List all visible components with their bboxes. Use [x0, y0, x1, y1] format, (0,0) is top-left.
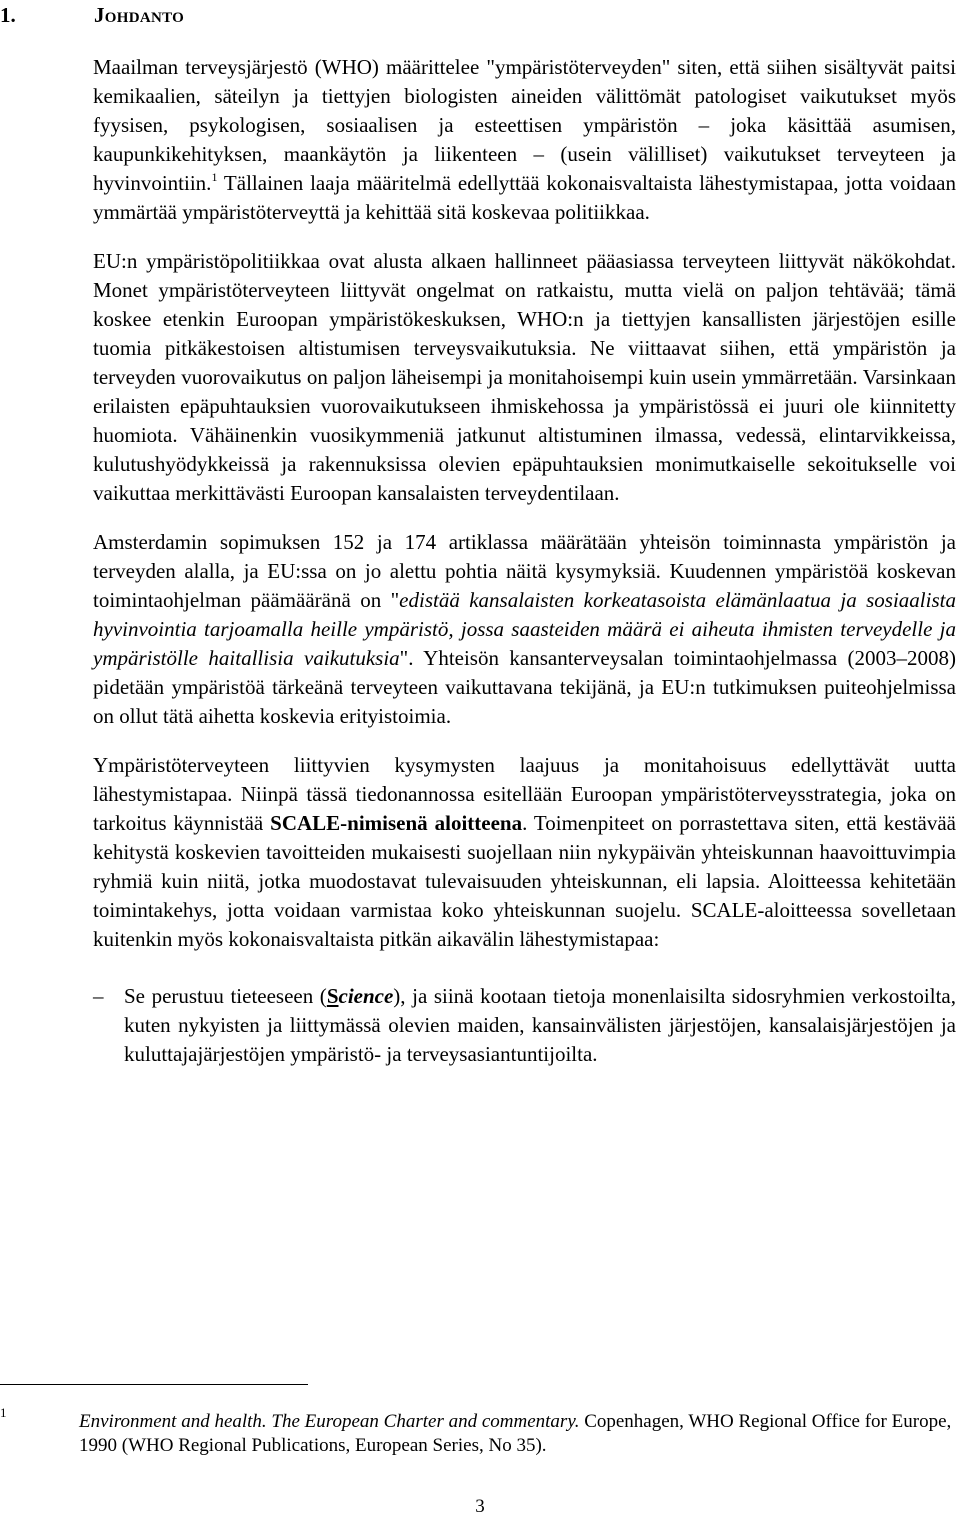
footnote-source: Copenhagen, WHO Regional Office for Europe, 1990 (WHO Regional Publications, European Series, No 35).: [79, 1411, 952, 1456]
bullet-dash: –: [93, 984, 104, 1008]
paragraph-3-text-a: Amsterdamin sopimuksen 152 ja 174 artiklassa määrätään yhteisön toiminnasta ympäristön ja terveyden alalla, ja EU:ssa on jo alettu pohtia näitä kysymyksiä. Kuudennen ympäristöä koskevan toimintaohjelman päämääränä on ": [93, 530, 956, 612]
bullet-bold-initial: S: [326, 984, 339, 1008]
footnote-text: [79, 1410, 957, 1458]
footnote-title: Environment and health. The European Charter and commentary.: [79, 1411, 580, 1432]
paragraph-2: EU:n ympäristöpolitiikkaa ovat alusta alkaen hallinneet pääasiassa terveyteen liittyvät näkökohdat. Monet ympäristöterveyteen liittyvät ongelmat on ratkaistu, mutta vielä on paljon tehtävää; tämä koskee etenkin Euroopan ympäristökeskuksen, WHO:n ja tiettyjen kansallisten järjestöjen esille tuomia pitkäkestoisen altistumisen terveysvaikutuksia. Ne viittaavat siihen, että ympäristön ja terveyden vuorovaikutus on paljon läheisempi ja monitahoisempi kuin usein ymmärretään. Varsinkaan erilaisten epäpuhtauksien vuorovaikutukseen ihmiskehossa ja ympäristössä ei juuri ole kiinnitetty huomiota. Vähäinenkin vuosikymmeniä jatkunut altistuminen ilmassa, vedessä, elintarvikkeissa, kulutushyödykkeissä ja rakennuksissa olevien epäpuhtauksien monimutkaiselle sekoitukselle voi vaikuttaa merkittävästi Euroopan kansalaisten terveydentilaan.: [93, 249, 956, 505]
chapter-number: 1.: [0, 3, 16, 27]
chapter-heading: [0, 2, 184, 28]
paragraph-1-text-b: Tällainen laaja määritelmä edellyttää kokonaisvaltaista lähestymistapaa, jotta voidaan ymmärtää ympäristöterveyttä ja kehittää sitä koskevaa politiikkaa.: [93, 171, 956, 224]
paragraph-1-text-a: Maailman terveysjärjestö (WHO) määrittelee "ympäristöterveyden" siten, että siihen sisältyvät paitsi kemikaalien, säteilyn ja tiettyjen biologisten aineiden välittömät patologiset vaikutukset myös fyysisen, psykologisen, sosiaalisen ja esteettisen ympäristön – joka käsittää asumisen, kaupunkikehityksen, maankäytön ja liikenteen – (usein välilliset) vaikutukset terveyteen ja hyvinvointiin.: [93, 55, 956, 195]
bullet-text-b: ), ja siinä kootaan tietoja monenlaisilta sidosryhmien verkostoilta, kuten nykyisten ja liittymässä olevien maiden, kansainvälisten järjestöjen, kansalaisjärjestöjen ja kuluttajajärjestöjen ympäristö- ja terveysasiantuntijoilta.: [124, 984, 957, 1066]
chapter-title: Johdanto: [94, 3, 185, 27]
bullet-text-a: Se perustuu tieteeseen (: [124, 984, 327, 1008]
page-number-label: 3: [475, 1496, 485, 1517]
paragraph-3-quote: edistää kansalaisten korkeatasoista elämänlaatua ja sosiaalista hyvinvointia tarjoamalla heille ympäristö, jossa saasteiden määrä ei aiheuta ihmisten terveydelle ja ympäristölle haitallisia vaikutuksia: [93, 588, 956, 670]
footnote-reference[interactable]: 1: [211, 170, 218, 184]
chapter-body: [93, 53, 956, 1069]
page-number: [0, 1496, 960, 1518]
scale-initiative-emphasis: SCALE-nimisenä aloitteena: [270, 811, 523, 835]
list-item: [93, 982, 956, 1069]
bullet-bold-italic: cience: [338, 984, 394, 1008]
footnote-separator: [0, 1384, 308, 1385]
paragraph-4-text-a: Ympäristöterveyteen liittyvien kysymysten laajuus ja monitahoisuus edellyttävät uutta lähestymistapaa. Niinpä tässä tiedonannossa esitellään Euroopan ympäristöterveysstrategia, joka on tarkoitus käynnistää: [93, 753, 956, 835]
paragraph-4: [93, 751, 956, 954]
paragraph-1: [93, 53, 956, 227]
paragraph-4-text-b: . Toimenpiteet on porrastettava siten, että kestävää kehitystä koskevien tavoitteiden mukaisesti suojellaan niin nykypäivän yhteiskunnan haavoittuvimpia ryhmiä kuin niitä, jotka muodostavat tulevaisuuden yhteiskunnan, eli lapsia. Aloitteessa kehitetään toimintakehys, jotta voidaan varmistaa koko yhteiskunnan suojelu. SCALE-aloitteessa sovelletaan kuitenkin myös kokonaisvaltaista pitkän aikavälin lähestymistapaa:: [93, 811, 956, 951]
paragraph-3: [93, 528, 956, 731]
footnote-mark: 1: [0, 1405, 7, 1420]
paragraph-3-text-b: ". Yhteisön kansanterveysalan toimintaohjelmassa (2003–2008) pidetään ympäristöä tärkeänä terveyteen vaikuttavana tekijänä, ja EU:n tutkimuksen puiteohjelmissa on ollut tätä aihetta koskevia erityistoimia.: [93, 646, 956, 728]
